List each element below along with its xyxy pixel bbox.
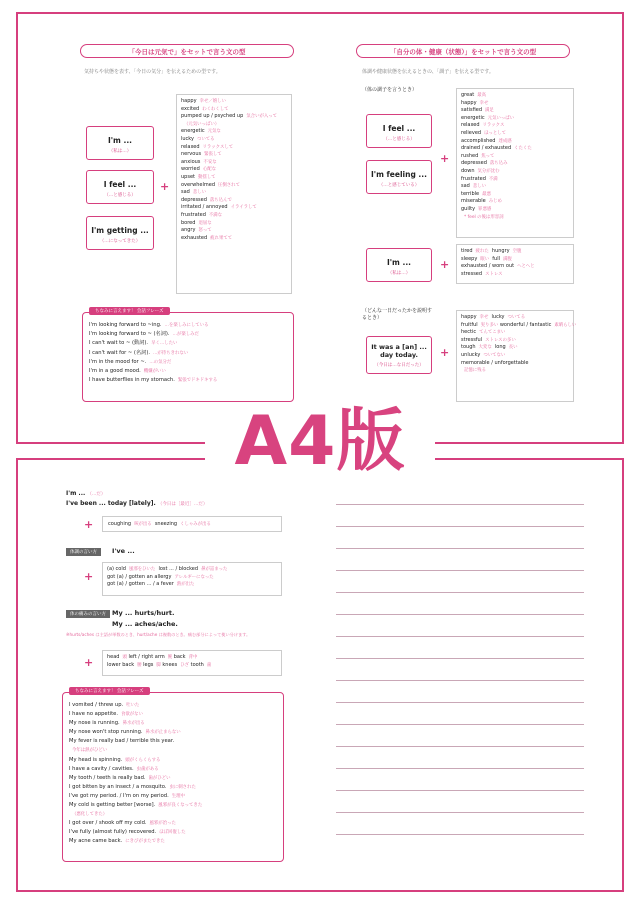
word-item: tough 大変な long 長い (461, 344, 518, 351)
writing-line[interactable] (336, 702, 584, 703)
word-item: frustrated 不満 (461, 175, 498, 182)
word-item: exhausted / worn out へとへと (461, 263, 535, 270)
word-item: rushed 焦って (461, 152, 495, 159)
word-item: nervous 緊張して (181, 151, 222, 158)
phrase-item: My acne came back. にきびがまたできた (69, 838, 165, 845)
right-section1-label: （体の調子を言うとき） (362, 87, 418, 93)
word-item: accomplished 達成感 (461, 137, 512, 144)
word-item: depressed 落ち込み (461, 160, 508, 167)
cue-jp: （…と感じる） (104, 193, 136, 198)
word-item: lucky ついてる (181, 135, 215, 142)
a4-size-stamp: A4版 (205, 404, 435, 480)
plus-icon: + (84, 656, 94, 669)
word-item: depressed 落ち込んで (181, 196, 232, 203)
bottom-word-box-1 (102, 516, 282, 532)
word-item: anxious 不安な (181, 158, 217, 165)
bottom-word-box-2 (102, 562, 282, 596)
writing-line[interactable] (336, 790, 584, 791)
cue-i-feel-right (366, 114, 432, 148)
writing-line[interactable] (336, 570, 584, 571)
word-item: relaxed リラックスして (181, 143, 234, 150)
cue-jp: （…と感じている） (378, 183, 420, 188)
word-item: stressful ストレスの多い (461, 336, 516, 343)
writing-line[interactable] (336, 548, 584, 549)
right-word-list-1 (456, 88, 574, 238)
word-item: drained / exhausted くたくた (461, 145, 532, 152)
phrase-item: I've got my period. / I'm on my period. 生理中 (69, 792, 185, 799)
word-item: hectic てんてこまい (461, 329, 506, 336)
cue-text: I feel ... (103, 180, 137, 189)
phrase-item: I have butterflies in my stomach. 緊張でドキドキする (89, 377, 218, 384)
right-word-list-2 (456, 244, 574, 284)
phrase-item: My nose is running. 鼻水が出る (69, 720, 145, 727)
phrase-item: I'm looking forward to ~ (名詞). …が楽しみだ (89, 331, 199, 338)
bottom-line5: My ... aches/ache. (112, 620, 178, 628)
writing-line[interactable] (336, 724, 584, 725)
phrase-item: I can't wait for ~ (名詞). …が待ちきれない (89, 349, 189, 356)
cue-text: I'm ... (386, 258, 412, 267)
word-item: happy 幸せ／嬉しい (181, 98, 226, 104)
writing-line[interactable] (336, 658, 584, 659)
word-item: overwhelmed 圧倒されて (181, 181, 240, 188)
word-item: excited わくわくして (181, 105, 229, 112)
word-item: angry 怒って (181, 227, 212, 234)
word-item: coughing 咳が出る sneezing くしゃみが出る (108, 521, 211, 527)
cue-i-feel (86, 170, 154, 204)
phrase-item: I'm looking forward to ~ing. …を楽しみにしている (89, 322, 209, 328)
tag-pain: 体の痛みの言い方 (66, 610, 110, 618)
writing-line[interactable] (336, 746, 584, 747)
cue-text: I'm feeling ... (371, 170, 427, 179)
word-item: 記憶に残る (464, 368, 486, 374)
word-item: relieved ほっとして (461, 129, 507, 136)
cue-jp: （…と感じる） (383, 137, 415, 142)
cue-jp: （私は…） (387, 271, 411, 276)
word-item: happy 幸せ (461, 99, 489, 106)
bottom-worksheet (16, 458, 624, 892)
cue-it-was-a-day (366, 336, 432, 374)
cue-text: I feel ... (382, 124, 416, 133)
writing-line[interactable] (336, 680, 584, 681)
bottom-line3: I've ... (112, 547, 135, 555)
plus-icon: + (160, 180, 170, 193)
word-item: （元気いっぱい） (184, 121, 220, 127)
word-item: lower back 腰 legs 脚 knees ひざ tooth 歯 (107, 661, 212, 668)
phrase-item: I vomited / threw up. 吐いた (69, 702, 140, 708)
word-footnote: * feel の後は形容詞 (464, 214, 504, 220)
phrase-item: My cold is getting better [worse]. 風邪が良くなってきた (69, 802, 203, 809)
tag-condition: 体調の言い方 (66, 548, 101, 556)
word-item: satisfied 満足 (461, 107, 494, 114)
writing-line[interactable] (336, 636, 584, 637)
writing-line[interactable] (336, 812, 584, 813)
plus-icon: + (440, 258, 450, 271)
plus-icon: + (440, 152, 450, 165)
phrase-tag: ちなみに言えます！ 会話フレーズ (69, 687, 150, 695)
word-item: irritated / annoyed イライラして (181, 204, 257, 211)
phrase-tag: ちなみに言えます！ 会話フレーズ (89, 307, 170, 315)
left-section-title: 「今日は元気で」をセットで言う文の型 (80, 44, 294, 58)
phrase-item: My tooth / teeth is really bad. 歯がひどい (69, 774, 171, 781)
left-section-subtitle: 気持ちや状態を表す、「今日の気分」を伝えるための型です。 (84, 69, 221, 75)
word-item: relaxed リラックス (461, 122, 505, 129)
writing-line[interactable] (336, 592, 584, 593)
word-item: worried 心配な (181, 166, 216, 173)
word-item: memorable / unforgettable (461, 359, 529, 366)
word-item: sad 悲しい (461, 183, 487, 190)
word-item: got (a) / gotten an allergy アレルギーになった (107, 573, 214, 580)
bottom-word-box-3 (102, 650, 282, 676)
word-item: head 頭 left / right arm 腕 back 背中 (107, 654, 198, 660)
word-item: unlucky ついてない (461, 351, 506, 358)
cue-text: It was a [an] ... day today. (371, 343, 427, 359)
phrase-item: I have a cavity / cavities. 虫歯がある (69, 765, 159, 772)
writing-line[interactable] (336, 834, 584, 835)
phrase-item: My fever is really bad / terrible this year. (69, 738, 175, 745)
plus-icon: + (84, 518, 94, 531)
phrase-item: 今年は熱がひどい (72, 748, 108, 754)
cue-im (86, 126, 154, 160)
bottom-phrase-box (62, 689, 284, 862)
right-section-subtitle: 体調や健康状態を伝えるときの、「調子」を伝える型です。 (362, 69, 494, 75)
word-item: frustrated 不満な (181, 211, 223, 218)
phrase-item: （悪化してきた） (72, 812, 108, 818)
cue-jp: （今日は…な日だった） (374, 363, 424, 368)
word-item: energetic 元気な (181, 128, 221, 135)
phrase-item: My nose won't stop running. 鼻水が止まらない (69, 729, 181, 736)
cue-im-getting (86, 216, 154, 250)
plus-icon: + (440, 346, 450, 359)
cue-im-feeling (366, 160, 432, 194)
phrase-item: My head is spinning. 頭がくらくらする (69, 756, 161, 763)
word-item: guilty 罪悪感 (461, 205, 492, 212)
word-item: (a) cold 風邪をひいた lost ... / blocked 鼻が詰まった (107, 566, 228, 572)
phrase-item: I'm in the mood for ~. …の気分だ (89, 358, 172, 365)
writing-line[interactable] (336, 614, 584, 615)
bottom-line4: My ... hurts/hurt. (112, 609, 175, 617)
bottom-note: ※hurts/aches は主語が単数のとき、hurt/ache は複数のとき。痛む部分によって使い分けます。 (66, 632, 251, 637)
word-item: sad 悲しい (181, 189, 207, 196)
right-section2-label: （どんな一日だったかを説明するとき） (362, 308, 433, 321)
cue-jp: （私は…） (108, 149, 132, 154)
phrase-item: I've fully (almost fully) recovered. ほぼ回復した (69, 829, 186, 836)
word-item: upset 動揺して (181, 173, 216, 180)
cue-text: I'm ... (107, 136, 133, 145)
right-word-list-3 (456, 310, 577, 402)
word-item: miserable みじめ (461, 198, 502, 205)
word-item: got (a) / gotten ... / a fever 熱が出た (107, 581, 195, 588)
word-item: terrible 最悪 (461, 190, 491, 197)
phrase-item: I'm in a good mood. 機嫌がいい (89, 368, 166, 375)
writing-line[interactable] (336, 504, 584, 505)
word-item: sleepy 眠い full 満腹 (461, 255, 512, 262)
word-item: exhausted 疲れ果てて (181, 234, 233, 241)
word-item: down 気分が沈む (461, 167, 500, 174)
phrase-item: I got over / shook off my cold. 風邪が治った (69, 820, 176, 827)
cue-jp: （…になってきた） (99, 239, 141, 244)
word-item: tired 疲れた hungry 空腹 (461, 248, 522, 254)
bottom-line2: I've been ... today [lately]. （今日は［最近］…だ） (66, 500, 208, 507)
phrase-item: I got bitten by an insect / a mosquito. 虫に刺された (69, 783, 196, 790)
left-phrase-box (82, 309, 294, 402)
plus-icon: + (84, 570, 94, 583)
word-item: fruitful 実り多い wonderful / fantastic 素晴らしい (461, 321, 577, 328)
top-worksheet (16, 12, 624, 444)
phrase-item: I can't wait to ~ (動詞). 早く…したい (89, 340, 178, 347)
right-section-title: 「自分の体・健康（状態）」をセットで言う文の型 (356, 44, 570, 58)
word-item: happy 幸せ lucky ついてる (461, 314, 526, 320)
writing-line[interactable] (336, 526, 584, 527)
phrase-item: I have no appetite. 食欲がない (69, 711, 143, 718)
word-item: pumped up / psyched up 気合いが入って (181, 113, 278, 120)
word-item: great 最高 (461, 92, 487, 98)
word-item: bored 退屈な (181, 219, 212, 226)
cue-im-right (366, 248, 432, 282)
left-word-list (176, 94, 292, 294)
bottom-line1: I'm ... （…だ） (66, 490, 106, 497)
cue-text: I'm getting ... (91, 226, 149, 235)
writing-line[interactable] (336, 768, 584, 769)
word-item: stressed ストレス (461, 270, 503, 277)
word-item: energetic 元気いっぱい (461, 114, 514, 121)
